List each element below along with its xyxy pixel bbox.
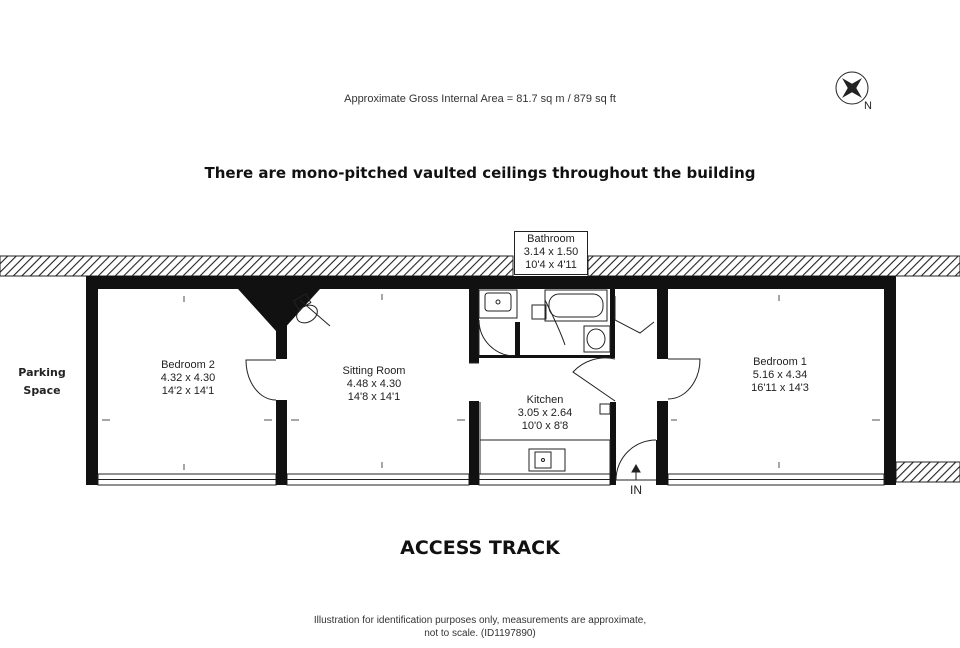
room-name: Bathroom <box>527 233 575 245</box>
room-imperial: 10'4 x 4'11 <box>525 259 577 271</box>
room-kitchen <box>505 394 585 433</box>
parking-line2: Space <box>23 384 61 397</box>
room-sitting-room <box>318 365 430 404</box>
compass-north-label: N <box>864 100 872 112</box>
room-imperial: 14'2 x 14'1 <box>161 385 215 397</box>
room-imperial: 16'11 x 14'3 <box>751 382 809 394</box>
front-windows <box>98 474 884 485</box>
room-name: Bedroom 1 <box>753 356 807 368</box>
room-metric: 5.16 x 4.34 <box>752 369 808 381</box>
disclaimer <box>0 614 960 640</box>
room-metric: 4.32 x 4.30 <box>160 372 216 384</box>
entrance-arrow <box>632 465 640 480</box>
room-metric: 4.48 x 4.30 <box>346 378 402 390</box>
ceiling-note: There are mono-pitched vaulted ceilings throughout the building <box>204 164 756 182</box>
room-name: Sitting Room <box>342 365 406 377</box>
room-imperial: 14'8 x 14'1 <box>347 391 401 403</box>
room-name: Kitchen <box>526 394 564 406</box>
room-metric: 3.14 x 1.50 <box>523 246 579 258</box>
room-bedroom-2 <box>130 359 246 398</box>
disclaimer-line2: not to scale. (ID1197890) <box>424 628 536 639</box>
access-track-label: ACCESS TRACK <box>400 537 560 559</box>
room-imperial: 10'0 x 8'8 <box>521 420 569 432</box>
disclaimer-line1: Illustration for identification purposes only, measurements are approximate, <box>313 615 647 626</box>
room-bathroom <box>514 231 588 275</box>
room-bedroom-1 <box>725 356 835 395</box>
room-metric: 3.05 x 2.64 <box>517 407 573 419</box>
parking-line1: Parking <box>18 366 66 379</box>
parking-space-label <box>10 364 74 400</box>
gross-area-text: Approximate Gross Internal Area = 81.7 sq m / 879 sq ft <box>344 93 616 105</box>
room-name: Bedroom 2 <box>161 359 215 371</box>
entrance-label: IN <box>630 483 642 497</box>
